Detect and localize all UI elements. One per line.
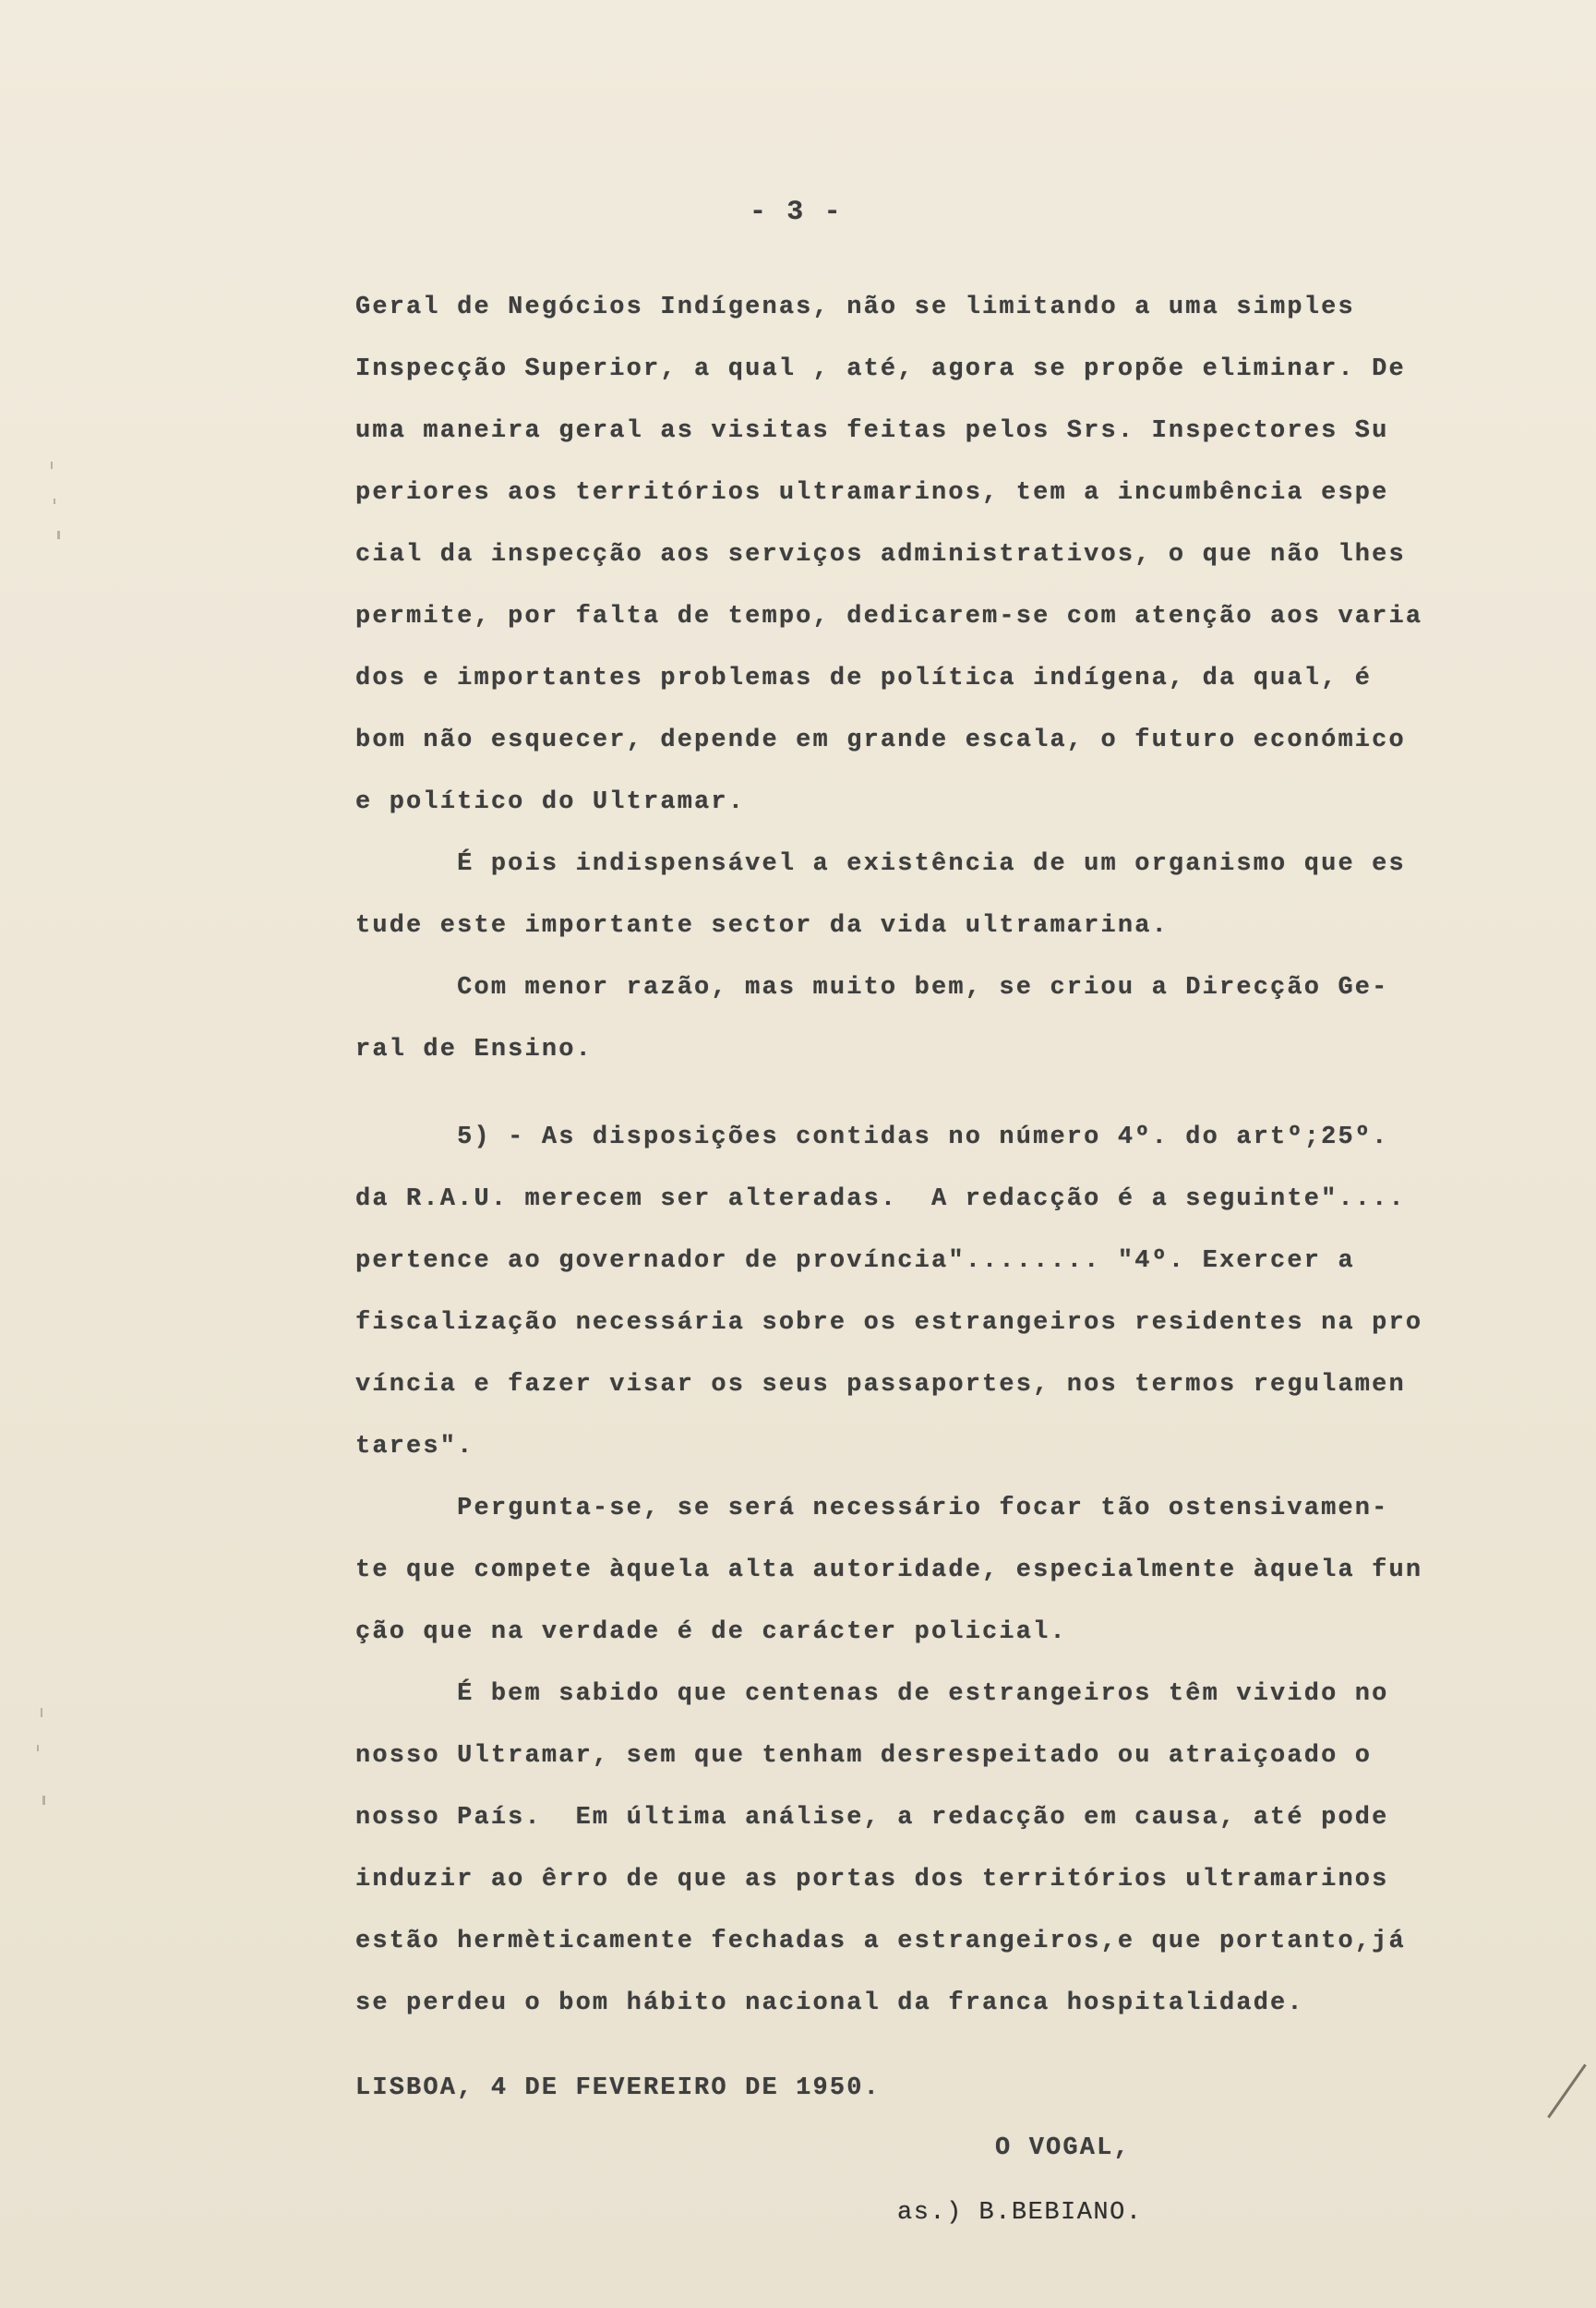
signature-line: as.) B.BEBIANO. <box>897 2199 1143 2227</box>
body-line: periores aos territórios ultramarinos, tem a incumbência espe <box>355 479 1389 507</box>
body-line: induzir ao êrro de que as portas dos territórios ultramarinos <box>355 1866 1389 1893</box>
body-line: nosso País. Em última análise, a redacção em causa, até pode <box>355 1804 1389 1832</box>
body-line: permite, por falta de tempo, dedicarem-se com atenção aos varia <box>355 603 1423 631</box>
body-line: ral de Ensino. <box>355 1036 593 1064</box>
body-line: pertence ao governador de província"........ "4º. Exercer a <box>355 1247 1355 1275</box>
body-line: nosso Ultramar, sem que tenham desrespeitado ou atraiçoado o <box>355 1742 1373 1770</box>
body-line: víncia e fazer visar os seus passaportes, nos termos regulamen <box>355 1371 1406 1399</box>
body-line: dos e importantes problemas de política indígena, da qual, é <box>355 665 1373 692</box>
place-date: LISBOA, 4 DE FEVEREIRO DE 1950. <box>355 2074 881 2102</box>
body-line: É bem sabido que centenas de estrangeiros têm vivido no <box>355 1680 1389 1708</box>
body-line: Com menor razão, mas muito bem, se criou a Direcção Ge- <box>355 974 1389 1002</box>
signatory-title: O VOGAL, <box>995 2134 1131 2162</box>
body-line: uma maneira geral as visitas feitas pelos Srs. Inspectores Su <box>355 417 1389 445</box>
body-line: Geral de Negócios Indígenas, não se limitando a uma simples <box>355 294 1355 321</box>
body-line: ção que na verdade é de carácter policial. <box>355 1618 1067 1646</box>
body-line: te que compete àquela alta autoridade, especialmente àquela fun <box>355 1557 1423 1584</box>
body-line: se perdeu o bom hábito nacional da franca hospitalidade. <box>355 1989 1304 2017</box>
body-line: tude este importante sector da vida ultramarina. <box>355 912 1169 940</box>
body-line: É pois indispensável a existência de um organismo que es <box>355 850 1406 878</box>
body-line: fiscalização necessária sobre os estrangeiros residentes na pro <box>355 1309 1423 1337</box>
body-line: Pergunta-se, se será necessário focar tão ostensivamen- <box>355 1495 1389 1522</box>
body-line: e político do Ultramar. <box>355 788 746 816</box>
body-line: estão hermèticamente fechadas a estrangeiros,e que portanto,já <box>355 1928 1406 1955</box>
body-line: da R.A.U. merecem ser alteradas. A redacção é a seguinte".... <box>355 1185 1406 1213</box>
body-line: 5) - As disposições contidas no número 4º. do artº;25º. <box>355 1124 1389 1151</box>
body-line: tares". <box>355 1433 474 1461</box>
page-number: - 3 - <box>750 197 843 228</box>
body-line: Inspecção Superior, a qual , até, agora se propõe eliminar. De <box>355 355 1406 383</box>
body-line: bom não esquecer, depende em grande escala, o futuro económico <box>355 727 1406 754</box>
body-line: cial da inspecção aos serviços administrativos, o que não lhes <box>355 541 1406 569</box>
